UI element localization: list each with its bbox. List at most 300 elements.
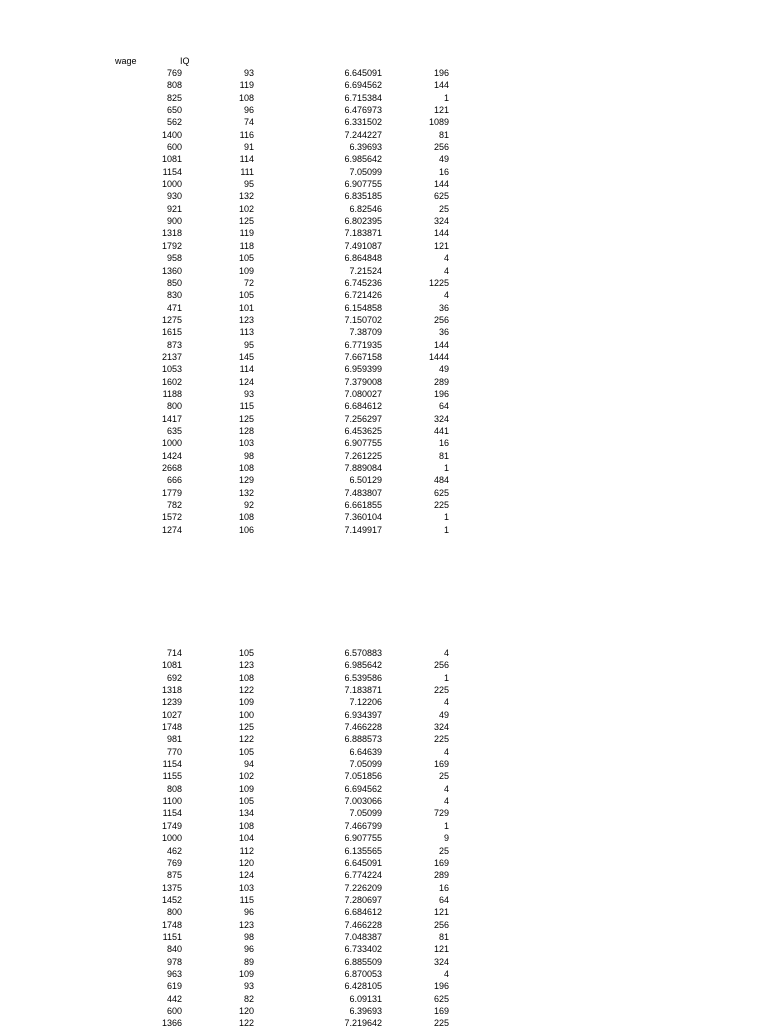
- wage-cell: 1188: [162, 388, 182, 399]
- table-row: [0, 129, 768, 141]
- table-row: [0, 314, 768, 326]
- table-row: [0, 980, 768, 992]
- log-wage-cell: 7.080027: [344, 388, 382, 399]
- squared-cell: 81: [438, 931, 449, 942]
- wage-cell: 1572: [161, 512, 182, 523]
- table-row: [0, 425, 768, 437]
- squared-cell: 225: [433, 734, 449, 745]
- squared-cell: 625: [433, 993, 449, 1004]
- wage-cell: 1154: [162, 759, 182, 770]
- iq-cell: 93: [243, 388, 254, 399]
- iq-cell: 134: [238, 808, 254, 819]
- iq-cell: 108: [238, 92, 254, 103]
- squared-cell: 289: [433, 870, 449, 881]
- table-row: [0, 956, 768, 968]
- table-row: [0, 190, 768, 202]
- log-wage-cell: 7.149917: [344, 524, 382, 535]
- wage-cell: 1151: [162, 931, 182, 942]
- wage-cell: 840: [166, 944, 182, 955]
- log-wage-cell: 6.835185: [344, 191, 382, 202]
- table-row: [0, 869, 768, 881]
- table-row: [0, 820, 768, 832]
- log-wage-cell: 6.645091: [344, 68, 382, 78]
- log-wage-cell: 6.721426: [344, 290, 382, 301]
- iq-cell: 129: [238, 475, 254, 486]
- data-table-top: [0, 67, 768, 536]
- wage-cell: 714: [166, 648, 182, 658]
- iq-cell: 74: [243, 117, 254, 128]
- squared-cell: 4: [443, 746, 449, 757]
- table-row: [0, 474, 768, 486]
- header-iq: IQ: [180, 56, 190, 66]
- iq-cell: 106: [238, 524, 254, 535]
- log-wage-cell: 6.934397: [344, 709, 382, 720]
- log-wage-cell: 6.476973: [344, 105, 382, 116]
- table-row: [0, 659, 768, 671]
- table-row: [0, 413, 768, 425]
- wage-cell: 1155: [162, 771, 182, 782]
- table-row: [0, 832, 768, 844]
- wage-cell: 1748: [161, 919, 182, 930]
- wage-cell: 650: [166, 105, 182, 116]
- log-wage-cell: 7.05099: [349, 808, 382, 819]
- iq-cell: 119: [239, 80, 254, 91]
- iq-cell: 89: [243, 956, 254, 967]
- table-row: [0, 894, 768, 906]
- wage-cell: 1417: [161, 413, 182, 424]
- table-row: [0, 733, 768, 745]
- wage-cell: 1081: [161, 660, 182, 671]
- table-row: [0, 906, 768, 918]
- iq-cell: 100: [238, 709, 254, 720]
- log-wage-cell: 7.261225: [344, 450, 382, 461]
- iq-cell: 95: [243, 339, 254, 350]
- iq-cell: 123: [238, 660, 254, 671]
- iq-cell: 145: [238, 351, 254, 362]
- squared-cell: 196: [433, 981, 449, 992]
- squared-cell: 36: [438, 327, 449, 338]
- log-wage-cell: 7.38709: [349, 327, 382, 338]
- log-wage-cell: 6.715384: [344, 92, 382, 103]
- wage-cell: 900: [166, 216, 182, 227]
- header-wage: wage: [115, 56, 137, 66]
- squared-cell: 196: [433, 68, 449, 78]
- table-row: [0, 166, 768, 178]
- table-row: [0, 758, 768, 770]
- iq-cell: 111: [240, 166, 254, 177]
- squared-cell: 81: [438, 129, 449, 140]
- iq-cell: 114: [239, 154, 254, 165]
- table-row: [0, 67, 768, 79]
- table-row: [0, 943, 768, 955]
- iq-cell: 118: [239, 240, 254, 251]
- wage-cell: 978: [166, 956, 182, 967]
- squared-cell: 256: [433, 142, 449, 153]
- wage-cell: 1000: [161, 179, 182, 190]
- table-row: [0, 104, 768, 116]
- table-row: [0, 376, 768, 388]
- wage-cell: 958: [166, 253, 182, 264]
- table-row: [0, 931, 768, 943]
- squared-cell: 324: [433, 216, 449, 227]
- wage-cell: 1602: [161, 376, 182, 387]
- squared-cell: 289: [433, 376, 449, 387]
- wage-cell: 930: [166, 191, 182, 202]
- squared-cell: 625: [433, 191, 449, 202]
- iq-cell: 122: [238, 1018, 254, 1029]
- wage-cell: 808: [166, 80, 182, 91]
- log-wage-cell: 6.331502: [344, 117, 382, 128]
- squared-cell: 121: [433, 907, 449, 918]
- squared-cell: 4: [443, 290, 449, 301]
- log-wage-cell: 6.885509: [344, 956, 382, 967]
- log-wage-cell: 6.50129: [349, 475, 382, 486]
- table-row: [0, 203, 768, 215]
- iq-cell: 122: [238, 685, 254, 696]
- wage-cell: 1366: [161, 1018, 182, 1029]
- iq-cell: 93: [243, 68, 254, 78]
- table-row: [0, 79, 768, 91]
- squared-cell: 4: [443, 968, 449, 979]
- wage-cell: 1318: [161, 685, 182, 696]
- squared-cell: 121: [433, 105, 449, 116]
- wage-cell: 873: [166, 339, 182, 350]
- squared-cell: 16: [438, 438, 449, 449]
- log-wage-cell: 7.150702: [344, 314, 382, 325]
- squared-cell: 441: [433, 425, 449, 436]
- log-wage-cell: 6.774224: [344, 870, 382, 881]
- log-wage-cell: 7.244227: [344, 129, 382, 140]
- squared-cell: 1444: [428, 351, 449, 362]
- log-wage-cell: 6.907755: [344, 833, 382, 844]
- log-wage-cell: 7.21524: [349, 265, 382, 276]
- squared-cell: 9: [443, 833, 449, 844]
- iq-cell: 102: [238, 771, 254, 782]
- table-row: [0, 178, 768, 190]
- squared-cell: 144: [433, 80, 449, 91]
- table-row: [0, 116, 768, 128]
- squared-cell: 256: [433, 919, 449, 930]
- wage-cell: 1792: [161, 240, 182, 251]
- log-wage-cell: 6.39693: [349, 142, 382, 153]
- log-wage-cell: 6.661855: [344, 500, 382, 511]
- iq-cell: 115: [239, 894, 254, 905]
- log-wage-cell: 6.684612: [344, 401, 382, 412]
- table-row: [0, 499, 768, 511]
- wage-cell: 462: [166, 845, 182, 856]
- table-row: [0, 684, 768, 696]
- wage-cell: 635: [166, 425, 182, 436]
- squared-cell: 324: [433, 956, 449, 967]
- squared-cell: 225: [433, 500, 449, 511]
- wage-cell: 1239: [161, 697, 182, 708]
- iq-cell: 94: [243, 759, 254, 770]
- iq-cell: 96: [243, 907, 254, 918]
- squared-cell: 49: [438, 709, 449, 720]
- squared-cell: 144: [433, 228, 449, 239]
- wage-cell: 1053: [161, 364, 182, 375]
- table-row: [0, 265, 768, 277]
- log-wage-cell: 6.684612: [344, 907, 382, 918]
- squared-cell: 121: [433, 944, 449, 955]
- table-row: [0, 277, 768, 289]
- squared-cell: 729: [433, 808, 449, 819]
- squared-cell: 16: [438, 882, 449, 893]
- iq-cell: 108: [238, 672, 254, 683]
- log-wage-cell: 6.428105: [344, 981, 382, 992]
- squared-cell: 324: [433, 722, 449, 733]
- wage-cell: 963: [166, 968, 182, 979]
- log-wage-cell: 7.05099: [349, 759, 382, 770]
- squared-cell: 1: [443, 524, 449, 535]
- wage-cell: 1452: [161, 894, 182, 905]
- log-wage-cell: 7.466228: [344, 919, 382, 930]
- log-wage-cell: 7.360104: [344, 512, 382, 523]
- wage-cell: 2137: [161, 351, 182, 362]
- iq-cell: 115: [239, 401, 254, 412]
- log-wage-cell: 7.280697: [344, 894, 382, 905]
- iq-cell: 102: [238, 203, 254, 214]
- log-wage-cell: 7.379008: [344, 376, 382, 387]
- squared-cell: 196: [433, 388, 449, 399]
- squared-cell: 4: [443, 253, 449, 264]
- log-wage-cell: 7.219642: [344, 1018, 382, 1029]
- table-row: [0, 227, 768, 239]
- wage-cell: 830: [166, 290, 182, 301]
- squared-cell: 4: [443, 265, 449, 276]
- iq-cell: 105: [238, 290, 254, 301]
- log-wage-cell: 6.453625: [344, 425, 382, 436]
- log-wage-cell: 6.888573: [344, 734, 382, 745]
- table-row: [0, 252, 768, 264]
- squared-cell: 49: [438, 364, 449, 375]
- squared-cell: 4: [443, 648, 449, 658]
- squared-cell: 484: [433, 475, 449, 486]
- squared-cell: 144: [433, 339, 449, 350]
- iq-cell: 124: [238, 870, 254, 881]
- table-row: [0, 968, 768, 980]
- wage-cell: 981: [166, 734, 182, 745]
- iq-cell: 98: [243, 450, 254, 461]
- squared-cell: 169: [433, 857, 449, 868]
- table-row: [0, 746, 768, 758]
- wage-cell: 2668: [161, 463, 182, 473]
- iq-cell: 72: [243, 277, 254, 288]
- log-wage-cell: 6.864848: [344, 253, 382, 264]
- table-row: [0, 363, 768, 375]
- table-row: [0, 511, 768, 523]
- wage-cell: 1749: [161, 820, 182, 831]
- wage-cell: 808: [166, 783, 182, 794]
- wage-cell: 1400: [161, 129, 182, 140]
- squared-cell: 25: [438, 203, 449, 214]
- iq-cell: 104: [238, 833, 254, 844]
- table-row: [0, 450, 768, 462]
- wage-cell: 769: [166, 68, 182, 78]
- table-row: [0, 437, 768, 449]
- log-wage-cell: 6.985642: [344, 660, 382, 671]
- squared-cell: 169: [433, 1005, 449, 1016]
- wage-cell: 1274: [161, 524, 182, 535]
- squared-cell: 225: [433, 1018, 449, 1029]
- iq-cell: 124: [238, 376, 254, 387]
- iq-cell: 116: [239, 129, 254, 140]
- iq-cell: 122: [238, 734, 254, 745]
- log-wage-cell: 7.051856: [344, 771, 382, 782]
- wage-cell: 1154: [162, 166, 182, 177]
- log-wage-cell: 6.870053: [344, 968, 382, 979]
- squared-cell: 4: [443, 783, 449, 794]
- table-row: [0, 721, 768, 733]
- log-wage-cell: 7.048387: [344, 931, 382, 942]
- wage-cell: 825: [166, 92, 182, 103]
- wage-cell: 1318: [161, 228, 182, 239]
- wage-cell: 619: [166, 981, 182, 992]
- table-row: [0, 993, 768, 1005]
- squared-cell: 1: [443, 92, 449, 103]
- iq-cell: 108: [238, 512, 254, 523]
- wage-cell: 1615: [161, 327, 182, 338]
- wage-cell: 921: [166, 203, 182, 214]
- log-wage-cell: 7.05099: [349, 166, 382, 177]
- wage-cell: 600: [166, 1005, 182, 1016]
- squared-cell: 4: [443, 697, 449, 708]
- iq-cell: 109: [238, 968, 254, 979]
- log-wage-cell: 7.491087: [344, 240, 382, 251]
- squared-cell: 256: [433, 314, 449, 325]
- table-row: [0, 141, 768, 153]
- iq-cell: 92: [243, 500, 254, 511]
- wage-cell: 562: [166, 117, 182, 128]
- iq-cell: 96: [243, 105, 254, 116]
- squared-cell: 324: [433, 413, 449, 424]
- wage-cell: 1275: [161, 314, 182, 325]
- iq-cell: 108: [238, 820, 254, 831]
- log-wage-cell: 6.570883: [344, 648, 382, 658]
- log-wage-cell: 7.12206: [349, 697, 382, 708]
- squared-cell: 64: [438, 401, 449, 412]
- wage-cell: 875: [166, 870, 182, 881]
- table-row: [0, 326, 768, 338]
- wage-cell: 850: [166, 277, 182, 288]
- squared-cell: 16: [438, 166, 449, 177]
- log-wage-cell: 6.645091: [344, 857, 382, 868]
- table-row: [0, 857, 768, 869]
- table-row: [0, 882, 768, 894]
- iq-cell: 105: [238, 648, 254, 658]
- squared-cell: 225: [433, 685, 449, 696]
- table-row: [0, 524, 768, 536]
- wage-cell: 782: [166, 500, 182, 511]
- wage-cell: 800: [166, 907, 182, 918]
- log-wage-cell: 7.226209: [344, 882, 382, 893]
- wage-cell: 1375: [161, 882, 182, 893]
- table-row: [0, 696, 768, 708]
- wage-cell: 666: [166, 475, 182, 486]
- table-row: [0, 672, 768, 684]
- log-wage-cell: 6.959399: [344, 364, 382, 375]
- table-row: [0, 92, 768, 104]
- iq-cell: 123: [238, 314, 254, 325]
- log-wage-cell: 6.82546: [349, 203, 382, 214]
- wage-cell: 1100: [162, 796, 182, 807]
- iq-cell: 132: [238, 191, 254, 202]
- iq-cell: 125: [238, 216, 254, 227]
- table-row: [0, 351, 768, 363]
- wage-cell: 1081: [161, 154, 182, 165]
- log-wage-cell: 6.985642: [344, 154, 382, 165]
- table-row: [0, 1005, 768, 1017]
- log-wage-cell: 6.154858: [344, 302, 382, 313]
- squared-cell: 1: [443, 672, 449, 683]
- log-wage-cell: 6.539586: [344, 672, 382, 683]
- squared-cell: 625: [433, 487, 449, 498]
- log-wage-cell: 6.694562: [344, 783, 382, 794]
- wage-cell: 1779: [161, 487, 182, 498]
- table-row: [0, 783, 768, 795]
- squared-cell: 169: [433, 759, 449, 770]
- iq-cell: 101: [238, 302, 254, 313]
- squared-cell: 1089: [428, 117, 449, 128]
- log-wage-cell: 6.694562: [344, 80, 382, 91]
- iq-cell: 82: [243, 993, 254, 1004]
- log-wage-cell: 6.771935: [344, 339, 382, 350]
- wage-cell: 1000: [161, 833, 182, 844]
- wage-cell: 1360: [161, 265, 182, 276]
- iq-cell: 103: [238, 882, 254, 893]
- wage-cell: 1748: [161, 722, 182, 733]
- iq-cell: 123: [238, 919, 254, 930]
- table-row: [0, 487, 768, 499]
- squared-cell: 144: [433, 179, 449, 190]
- squared-cell: 25: [438, 845, 449, 856]
- wage-cell: 770: [166, 746, 182, 757]
- table-row: [0, 845, 768, 857]
- table-row: [0, 339, 768, 351]
- table-row: [0, 289, 768, 301]
- iq-cell: 105: [238, 746, 254, 757]
- iq-cell: 91: [243, 142, 254, 153]
- wage-cell: 692: [166, 672, 182, 683]
- iq-cell: 108: [238, 463, 254, 473]
- wage-cell: 471: [166, 302, 182, 313]
- log-wage-cell: 7.183871: [344, 685, 382, 696]
- log-wage-cell: 6.09131: [349, 993, 382, 1004]
- log-wage-cell: 6.802395: [344, 216, 382, 227]
- iq-cell: 120: [238, 857, 254, 868]
- iq-cell: 113: [239, 327, 254, 338]
- wage-cell: 769: [166, 857, 182, 868]
- table-row: [0, 388, 768, 400]
- iq-cell: 96: [243, 944, 254, 955]
- table-row: [0, 770, 768, 782]
- iq-cell: 125: [238, 722, 254, 733]
- squared-cell: 4: [443, 796, 449, 807]
- log-wage-cell: 6.733402: [344, 944, 382, 955]
- log-wage-cell: 7.256297: [344, 413, 382, 424]
- iq-cell: 105: [238, 796, 254, 807]
- squared-cell: 256: [433, 660, 449, 671]
- table-row: [0, 400, 768, 412]
- squared-cell: 1: [443, 820, 449, 831]
- log-wage-cell: 6.135565: [344, 845, 382, 856]
- log-wage-cell: 6.907755: [344, 438, 382, 449]
- log-wage-cell: 7.466799: [344, 820, 382, 831]
- iq-cell: 128: [238, 425, 254, 436]
- squared-cell: 49: [438, 154, 449, 165]
- iq-cell: 109: [238, 697, 254, 708]
- iq-cell: 112: [239, 845, 254, 856]
